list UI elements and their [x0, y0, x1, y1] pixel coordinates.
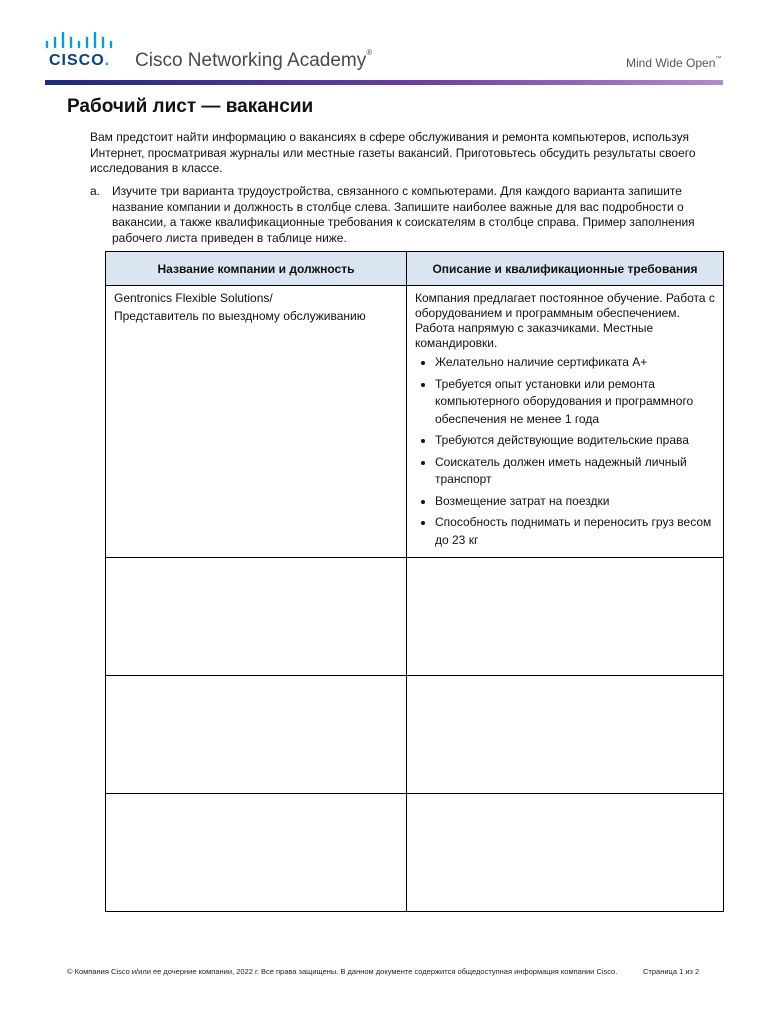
example-position: Представитель по выездному обслуживанию — [114, 309, 366, 323]
example-description: Компания предлагает постоянное обучение. Работа с оборудованием и программным обеспечением. Работа напрямую с заказчиками. Местные командировки. — [415, 291, 715, 350]
list-item: • Требуются действующие водительские права — [435, 432, 717, 450]
registered-mark: ® — [366, 48, 373, 57]
task-a — [90, 184, 720, 246]
page-header — [0, 0, 768, 88]
company-cell[interactable] — [106, 558, 407, 676]
list-item: • Желательно наличие сертификата A+ — [435, 354, 717, 372]
table-row — [106, 794, 724, 912]
list-item: • Возмещение затрат на поездки — [435, 493, 717, 511]
brand-name: Cisco Networking Academy® — [135, 48, 373, 71]
company-cell[interactable] — [106, 794, 407, 912]
intro-paragraph: Вам предстоит найти информацию о вакансиях в сфере обслуживания и ремонта компьютеров, используя Интернет, просматривая журналы или местные газеты вакансий. Приготовьтесь обсудить результаты своего исследования в классе. — [90, 130, 696, 175]
header-description: Описание и квалификационные требования — [407, 252, 724, 286]
tagline: Mind Wide Open™ — [626, 56, 722, 70]
description-cell[interactable] — [407, 676, 724, 794]
company-cell[interactable] — [106, 676, 407, 794]
description-cell[interactable] — [407, 558, 724, 676]
requirements-list — [415, 354, 717, 549]
task-marker: a. — [90, 184, 101, 198]
page-title: Рабочий лист — вакансии — [67, 96, 314, 117]
header-divider — [45, 80, 723, 85]
example-company-cell — [106, 286, 407, 558]
trademark-mark: ™ — [715, 56, 722, 62]
task-text: Изучите три варианта трудоустройства, связанного с компьютерами. Для каждого варианта запишите название компании и должность в столбце слева. Запишите наиболее важные для вас подробности о вакансии, а также квалификационные требования к соискателям в столбце справа. Пример заполнения рабочего листа приведен в таблице ниже. — [112, 184, 695, 245]
header-company: Название компании и должность — [106, 252, 407, 286]
example-description-cell — [407, 286, 724, 558]
table-row — [106, 558, 724, 676]
table-row-example — [106, 286, 724, 558]
list-item: • Способность поднимать и переносить груз весом до 23 кг — [435, 514, 717, 549]
example-company: Gentronics Flexible Solutions/ — [114, 291, 273, 305]
cisco-logo: CISCO. — [49, 52, 111, 69]
table-header-row — [106, 252, 724, 286]
table-row — [106, 676, 724, 794]
jobs-table — [105, 251, 724, 912]
list-item: • Соискатель должен иметь надежный личный транспорт — [435, 454, 717, 489]
description-cell[interactable] — [407, 794, 724, 912]
page-number: Страница 1 из 2 — [643, 967, 700, 976]
cisco-bridge-icon — [45, 32, 115, 50]
list-item: • Требуется опыт установки или ремонта компьютерного оборудования и программного обеспечения не менее 1 года — [435, 376, 717, 429]
footer-copyright: © Компания Cisco и/или ее дочерние компании, 2022 г. Все права защищены. В данном документе содержится общедоступная информация компании Cisco. — [67, 967, 618, 976]
